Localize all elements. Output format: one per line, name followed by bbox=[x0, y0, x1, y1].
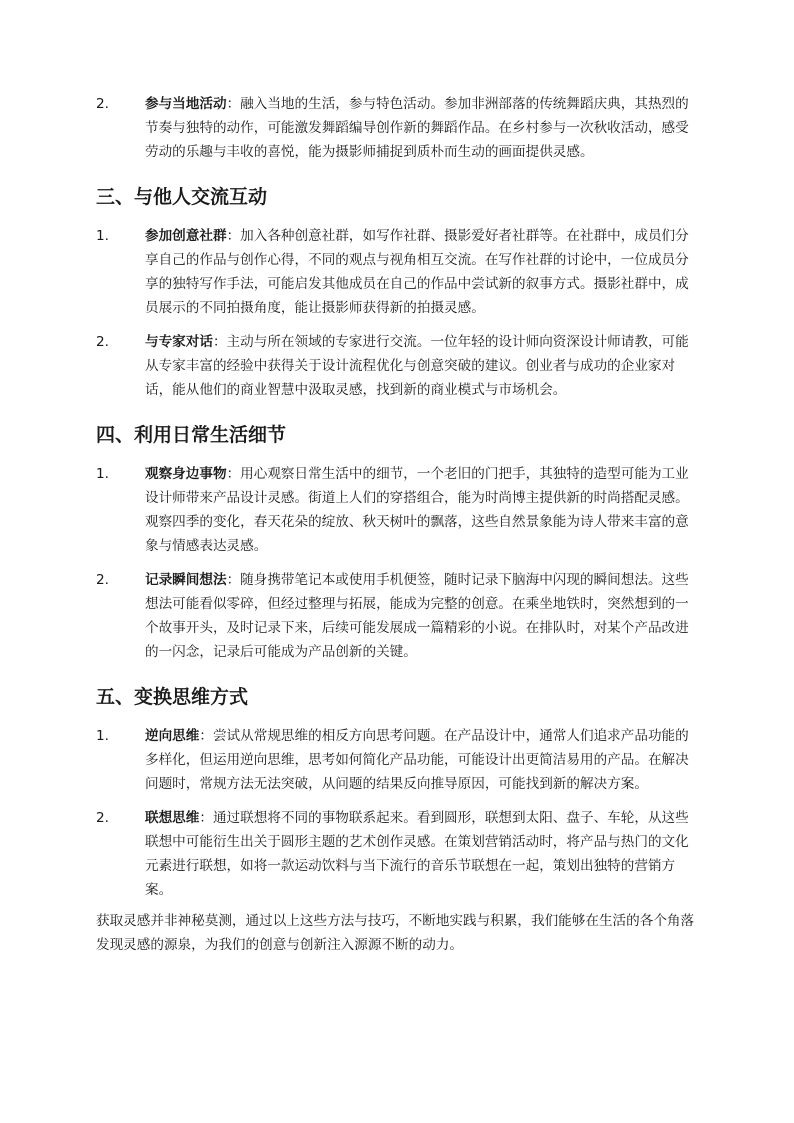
section-heading: 五、变换思维方式 bbox=[96, 686, 249, 708]
list-item-label: 联想思维 bbox=[145, 810, 200, 826]
list-item-number: 1. bbox=[96, 728, 109, 744]
list-item-label: 逆向思维 bbox=[145, 728, 200, 744]
list-item bbox=[96, 462, 699, 558]
list-item bbox=[96, 724, 699, 796]
list-item-text: ：加入各种创意社群，如写作社群、摄影爱好者社群等。在社群中，成员们分享自己的作品与创作心得，不同的观点与视角相互交流。在写作社群的讨论中，一位成员分享的独特写作手法，可能启发其他成员在自己的作品中尝试新的叙事方式。摄影社群中，成员展示的不同拍摄角度，能让摄影师获得新的拍摄灵感。 bbox=[145, 228, 689, 316]
list-item-text: ：随身携带笔记本或使用手机便签，随时记录下脑海中闪现的瞬间想法。这些想法可能看似零碎，但经过整理与拓展，能成为完整的创意。在乘坐地铁时，突然想到的一个故事开头，及时记录下来，后续可能发展成一篇精彩的小说。在排队时，对某个产品改进的一闪念，记录后可能成为产品创新的关键。 bbox=[145, 572, 689, 660]
section-heading: 三、与他人交流互动 bbox=[96, 186, 268, 208]
list-item-number: 2. bbox=[96, 810, 109, 826]
list-item-number: 2. bbox=[96, 96, 109, 112]
document-body bbox=[96, 92, 699, 902]
list-item-label: 参加创意社群 bbox=[145, 228, 227, 244]
list-item bbox=[96, 568, 699, 664]
list-item-number: 2. bbox=[96, 334, 109, 350]
list-item-text: ：尝试从常规思维的相反方向思考问题。在产品设计中，通常人们追求产品功能的多样化，但运用逆向思维，思考如何简化产品功能，可能设计出更简洁易用的产品。在解决问题时，常规方法无法突破，从问题的结果反向推导原因，可能找到新的解决方案。 bbox=[145, 728, 689, 792]
list-item-label: 参与当地活动 bbox=[145, 96, 227, 112]
list-item-text: ：用心观察日常生活中的细节，一个老旧的门把手，其独特的造型可能为工业设计师带来产品设计灵感。街道上人们的穿搭组合，能为时尚博主提供新的时尚搭配灵感。观察四季的变化，春天花朵的绽放、秋天树叶的飘落，这些自然景象能为诗人带来丰富的意象与情感表达灵感。 bbox=[145, 466, 689, 554]
list-item-text: ：融入当地的生活，参与特色活动。参加非洲部落的传统舞蹈庆典，其热烈的节奏与独特的动作，可能激发舞蹈编导创作新的舞蹈作品。在乡村参与一次秋收活动，感受劳动的乐趣与丰收的喜悦，能为摄影师捕捉到质朴而生动的画面提供灵感。 bbox=[145, 96, 689, 160]
list-item-label: 观察身边事物 bbox=[145, 466, 227, 482]
list-item-number: 1. bbox=[96, 228, 109, 244]
list-item-label: 记录瞬间想法 bbox=[145, 572, 227, 588]
section-heading: 四、利用日常生活细节 bbox=[96, 424, 287, 446]
list-item bbox=[96, 224, 699, 320]
list-item bbox=[96, 330, 699, 402]
list-item-text: ：主动与所在领域的专家进行交流。一位年轻的设计师向资深设计师请教，可能从专家丰富的经验中获得关于设计流程优化与创意突破的建议。创业者与成功的企业家对话，能从他们的商业智慧中汲取灵感，找到新的商业模式与市场机会。 bbox=[145, 334, 689, 398]
list-item-number: 2. bbox=[96, 572, 109, 588]
closing-paragraph: 获取灵感并非神秘莫测，通过以上这些方法与技巧，不断地实践与积累，我们能够在生活的各个角落发现灵感的源泉，为我们的创意与创新注入源源不断的动力。 bbox=[96, 913, 695, 953]
list-item bbox=[96, 806, 699, 902]
list-item-text: ：通过联想将不同的事物联系起来。看到圆形，联想到太阳、盘子、车轮，从这些联想中可能衍生出关于圆形主题的艺术创作灵感。在策划营销活动时，将产品与热门的文化元素进行联想，如将一款运动饮料与当下流行的音乐节联想在一起，策划出独特的营销方案。 bbox=[145, 810, 689, 898]
list-item-label: 与专家对话 bbox=[145, 334, 213, 350]
list-item-number: 1. bbox=[96, 466, 109, 482]
list-item bbox=[96, 92, 699, 164]
